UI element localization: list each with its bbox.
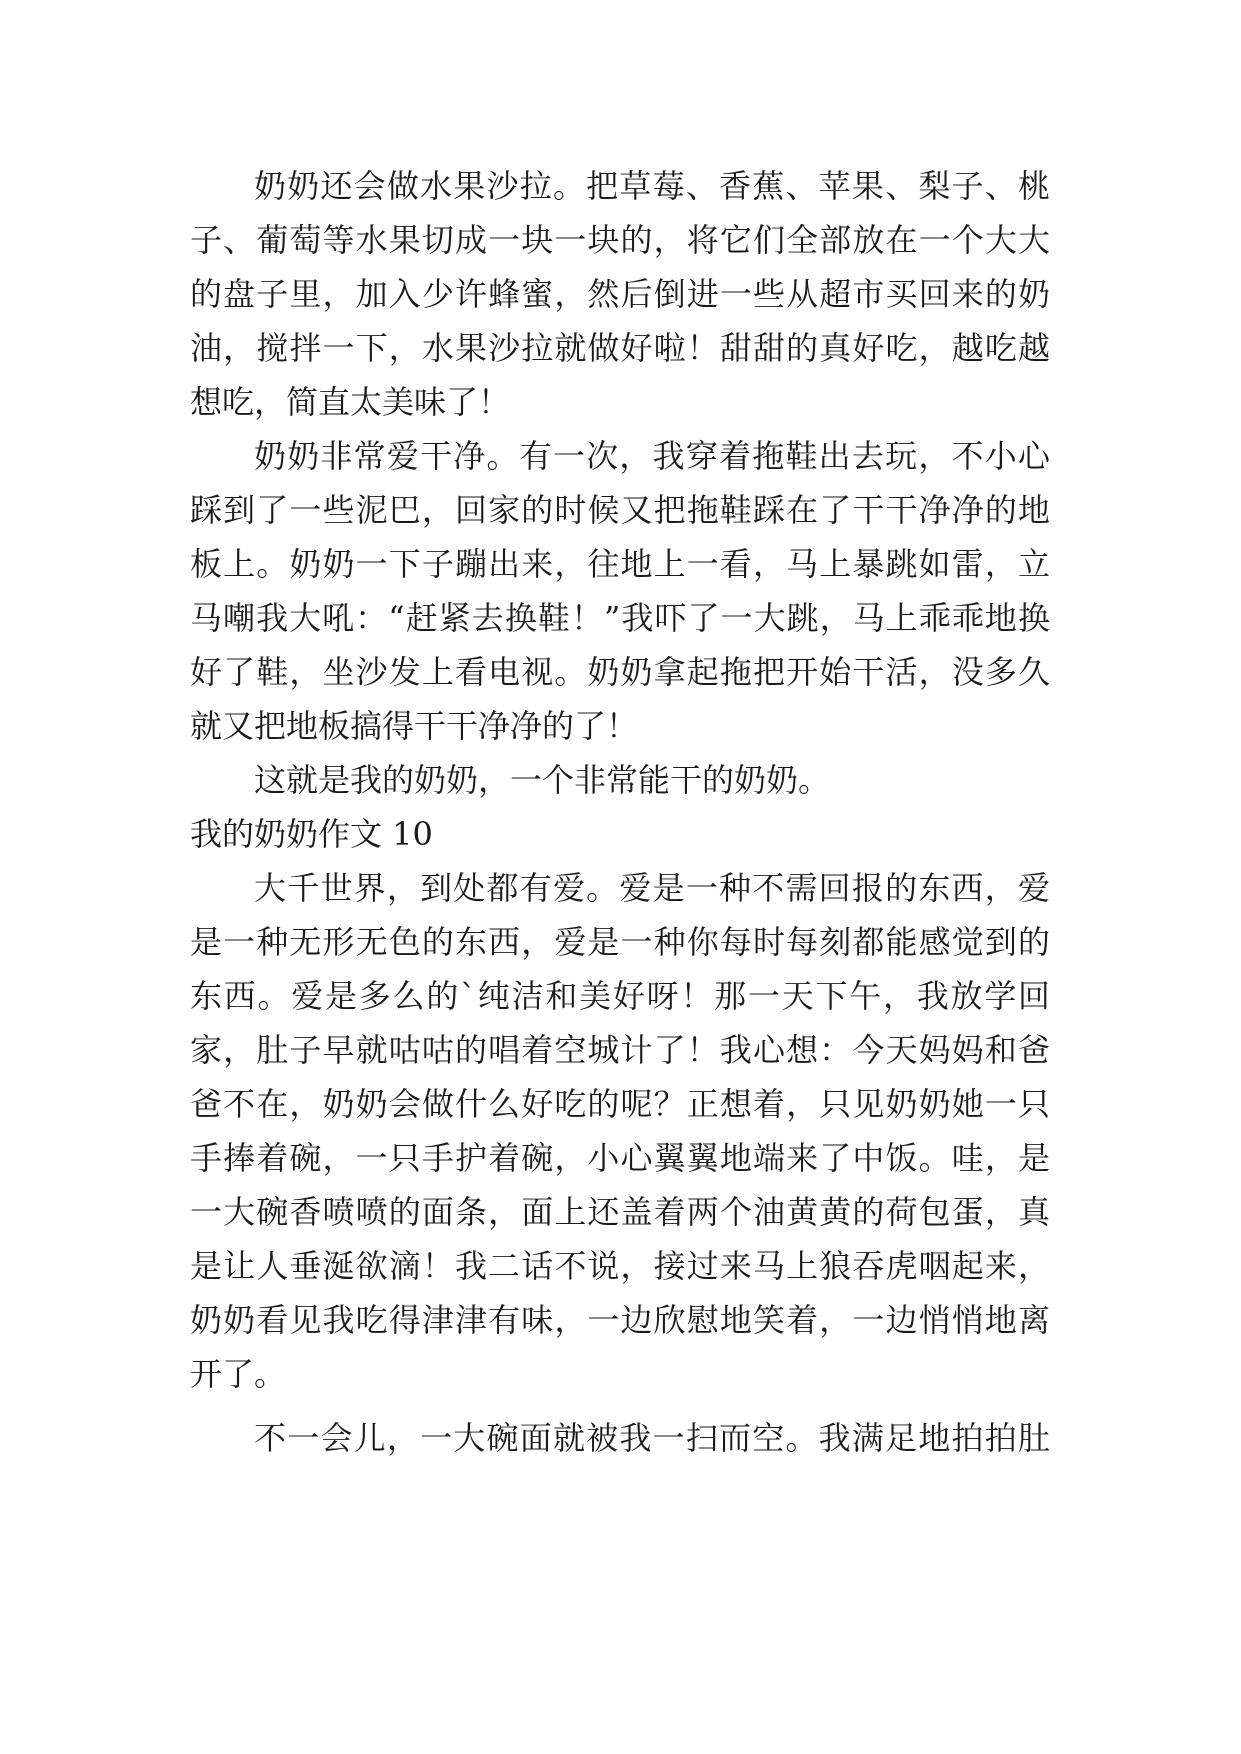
paragraph-2-line-2: 踩到了一些泥巴，回家的时候又把拖鞋踩在了干干净净的地 [190,491,1050,529]
paragraph-4-line-2: 是一种无形无色的东西，爱是一种你每时每刻都能感觉到的 [190,923,1050,961]
paragraph-1-line-5: 想吃，简直太美味了！ [190,383,511,421]
paragraph-4-line-7: 一大碗香喷喷的面条，面上还盖着两个油黄黄的荷包蛋，真 [190,1193,1050,1231]
paragraph-2-line-3: 板上。奶奶一下子蹦出来，往地上一看，马上暴跳如雷，立 [190,545,1050,583]
paragraph-5-line-1: 不一会儿，一大碗面就被我一扫而空。我满足地拍拍肚 [254,1419,1050,1457]
paragraph-4-line-8: 是让人垂涎欲滴！我二话不说，接过来马上狼吞虎咽起来， [190,1247,1050,1285]
paragraph-2-line-6: 就又把地板搞得干干净净的了！ [190,707,639,745]
paragraph-2-line-5: 好了鞋，坐沙发上看电视。奶奶拿起拖把开始干活，没多久 [190,653,1050,691]
paragraph-1-line-3: 的盘子里，加入少许蜂蜜，然后倒进一些从超市买回来的奶 [190,275,1050,313]
paragraph-3-line-1: 这就是我的奶奶，一个非常能干的奶奶。 [254,761,831,799]
paragraph-4-line-10: 开了。 [190,1355,287,1393]
paragraph-1-line-2: 子、葡萄等水果切成一块一块的，将它们全部放在一个大大 [190,221,1050,259]
paragraph-4-line-3: 东西。爱是多么的`纯洁和美好呀！那一天下午，我放学回 [190,977,1050,1015]
section-heading: 我的奶奶作文 10 [190,815,433,853]
paragraph-4-line-6: 手捧着碗，一只手护着碗，小心翼翼地端来了中饭。哇，是 [190,1139,1050,1177]
paragraph-4-line-5: 爸不在，奶奶会做什么好吃的呢？正想着，只见奶奶她一只 [190,1085,1050,1123]
paragraph-4-line-1: 大千世界，到处都有爱。爱是一种不需回报的东西，爱 [254,869,1050,907]
paragraph-2-line-4: 马嘲我大吼：“赶紧去换鞋！”我吓了一大跳，马上乖乖地换 [190,599,1050,637]
paragraph-2-line-1: 奶奶非常爱干净。有一次，我穿着拖鞋出去玩，不小心 [254,437,1050,475]
paragraph-4-line-9: 奶奶看见我吃得津津有味，一边欣慰地笑着，一边悄悄地离 [190,1301,1050,1339]
paragraph-4-line-4: 家，肚子早就咕咕的唱着空城计了！我心想：今天妈妈和爸 [190,1031,1050,1069]
paragraph-1-line-1: 奶奶还会做水果沙拉。把草莓、香蕉、苹果、梨子、桃 [254,167,1050,205]
paragraph-1-line-4: 油，搅拌一下，水果沙拉就做好啦！甜甜的真好吃，越吃越 [190,329,1050,367]
